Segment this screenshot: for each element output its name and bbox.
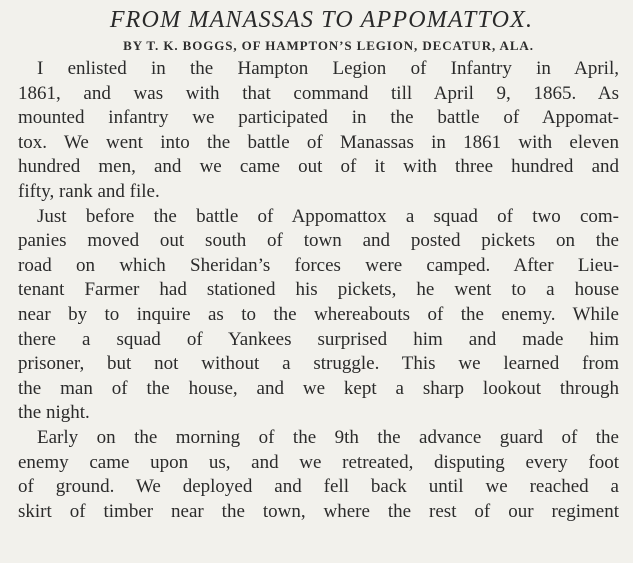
text-line: fifty, rank and file. (18, 180, 160, 202)
article-byline: BY T. K. BOGGS, OF HAMPTON’S LEGION, DECATUR, ALA. (123, 38, 534, 53)
paragraph-2 (18, 205, 619, 426)
text-line: hundred men, and we came out of it with three hundred and (18, 156, 619, 178)
text-line: skirt of timber near the town, where the rest of our regiment (18, 500, 619, 522)
text-line: mounted infantry we participated in the battle of Appomat- (18, 107, 619, 129)
text-line: the night. (18, 402, 90, 424)
text-line: Early on the morning of the 9th the advance guard of the (37, 426, 619, 448)
text-line: there a squad of Yankees surprised him and made him (18, 328, 619, 350)
text-line: 1861, and was with that command till April 9, 1865. As (18, 82, 619, 104)
text-line: enemy came upon us, and we retreated, disputing every foot (18, 451, 619, 473)
paragraph-3 (18, 426, 619, 524)
text-line: Just before the battle of Appomattox a squad of two com- (37, 205, 619, 227)
article-title: FROM MANASSAS TO APPOMATTOX. (109, 7, 534, 33)
text-line: panies moved out south of town and posted pickets on the (18, 230, 619, 252)
paragraph-1 (18, 57, 619, 205)
text-line: road on which Sheridan’s forces were camped. After Lieu- (18, 254, 619, 276)
text-line: of ground. We deployed and fell back until we reached a (18, 476, 619, 498)
text-line: near by to inquire as to the whereabouts of the enemy. While (18, 303, 619, 325)
text-line: tenant Farmer had stationed his pickets, he went to a house (18, 279, 619, 301)
text-line: tox. We went into the battle of Manassas in 1861 with eleven (18, 131, 619, 153)
text-line: prisoner, but not without a struggle. This we learned from (18, 353, 619, 375)
text-line: the man of the house, and we kept a sharp lookout through (18, 377, 619, 399)
text-line: I enlisted in the Hampton Legion of Infantry in April, (37, 58, 619, 79)
